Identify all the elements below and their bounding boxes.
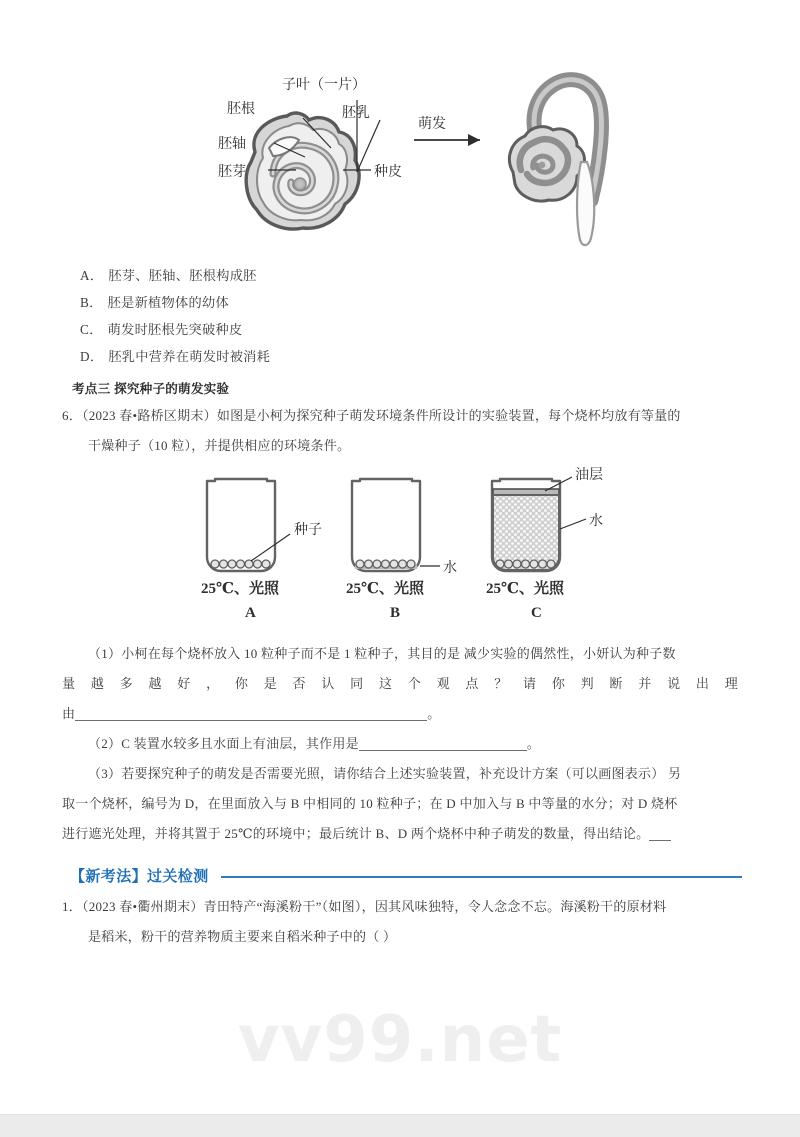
option-d[interactable]: [80, 343, 740, 370]
label-germinate: 萌发: [418, 115, 446, 131]
sub-question-1-line-1: （1）小柯在每个烧杯放入 10 粒种子而不是 1 粒种子，其目的是 减少实验的偶然性，小妍认为种子数: [88, 646, 676, 661]
sub-question-3-line-1: （3）若要探究种子的萌发是否需要光照，请你结合上述实验装置，补充设计方案（可以画图表示） 另: [88, 766, 682, 781]
section-banner-rule: [221, 876, 742, 878]
beaker-a-id: A: [245, 605, 256, 621]
option-c-text: 萌发时胚根先突破种皮: [107, 321, 243, 337]
question-6-stem: （2023 春•路桥区期末）如图是小柯为探究种子萌发环境条件所设计的实验装置，每个烧杯均放有等量的: [82, 408, 681, 423]
sub-question-3-line-2: 取一个烧杯，编号为 D，在里面放入与 B 中相同的 10 粒种子；在 D 中加入与 B 中等量的水分；对 D 烧杯: [62, 796, 678, 811]
germination-arrow: [414, 115, 480, 146]
label-plumule: 胚芽: [218, 163, 246, 179]
sub-question-1-period: 。: [427, 706, 441, 721]
sub-question-1-line-3: [62, 699, 738, 729]
question-6-line-2: 干燥种子（10 粒），并提供相应的环境条件。: [88, 438, 351, 453]
site-watermark: vv99.net: [237, 1003, 563, 1077]
label-radicle: 胚根: [227, 100, 255, 116]
option-c-label: C．: [80, 321, 103, 337]
answer-blank-reason[interactable]: [75, 705, 427, 721]
question-new-1-line-1: [62, 892, 738, 922]
sub-question-1-line-2: 量越多越好，你是否认同这个观点？请你判断并说出理: [62, 676, 738, 691]
sub-questions: [0, 639, 800, 849]
option-b-label: B．: [80, 294, 103, 310]
beaker-a-condition: 25℃、光照: [201, 581, 279, 597]
beaker-c-id: C: [531, 605, 542, 621]
sub-question-2-period: 。: [526, 736, 541, 751]
option-a-label: A．: [80, 267, 104, 283]
option-d-label: D．: [80, 348, 104, 364]
option-d-text: 胚乳中营养在萌发时被消耗: [108, 348, 271, 364]
seeds-a: [211, 560, 270, 568]
label-cotyledon: 子叶（一片）: [282, 76, 366, 92]
beaker-c: [492, 479, 560, 571]
seeds-b: [356, 560, 415, 568]
question-new-1: [0, 892, 800, 952]
beaker-b-condition: 25℃、光照: [346, 581, 424, 597]
option-a[interactable]: [80, 262, 740, 289]
label-water-b: 水: [443, 559, 457, 575]
label-seed-coat: 种皮: [374, 163, 402, 179]
answer-blank-conclusion[interactable]: [649, 825, 671, 841]
option-a-text: 胚芽、胚轴、胚根构成胚: [108, 267, 257, 283]
beaker-b-id: B: [390, 605, 401, 621]
question-6-line-1: [62, 401, 738, 431]
option-b-text: 胚是新植物体的幼体: [107, 294, 229, 310]
sub-question-2-line: [62, 729, 738, 759]
germinated-seedling: [509, 80, 601, 246]
seeds-c: [496, 560, 555, 568]
option-b[interactable]: [80, 289, 740, 316]
question-new-1-number: 1．: [62, 899, 83, 914]
label-endosperm: 胚乳: [342, 104, 370, 120]
label-hypocotyl: 胚轴: [218, 135, 246, 151]
beaker-b: [352, 479, 420, 571]
kaodian-heading: 考点三 探究种子的萌发实验: [72, 382, 230, 396]
question-6: [0, 401, 800, 461]
sub-question-3-text: 进行遮光处理，并将其置于 25℃的环境中；最后统计 B、D 两个烧杯中种子萌发的数量，得出结论。: [62, 826, 650, 841]
beaker-c-condition: 25℃、光照: [486, 581, 564, 597]
beaker-experiment-figure: [0, 461, 800, 639]
label-water-c: 水: [589, 512, 603, 528]
question-6-number: 6．: [62, 408, 83, 423]
label-seed: 种子: [294, 521, 322, 537]
question-new-1-line-2: 是稻米，粉干的营养物质主要来自稻米种子中的（ ）: [88, 929, 397, 944]
seed-germination-figure: [0, 0, 800, 262]
sub-question-2-text: （2）C 装置水较多且水面上有油层，其作用是: [88, 736, 359, 751]
sub-question-3-line-3: [62, 819, 738, 849]
page-bottom-edge: [0, 1114, 800, 1137]
answer-options: [0, 262, 800, 370]
section-banner-title: 【新考法】过关检测: [70, 868, 209, 885]
answer-blank-oil-function[interactable]: [359, 735, 527, 751]
sub-question-1-reason-prefix: 由: [62, 706, 76, 721]
question-new-1-stem: （2023 春•衢州期末）青田特产“海溪粉干”（如图），因其风味独特，令人念念不忘。海溪粉干的原材料: [82, 899, 667, 914]
section-banner: [0, 865, 800, 886]
label-oil-layer: 油层: [575, 466, 603, 482]
seed-cross-section: [246, 113, 359, 229]
option-c[interactable]: [80, 316, 740, 343]
beaker-a: [207, 479, 275, 571]
